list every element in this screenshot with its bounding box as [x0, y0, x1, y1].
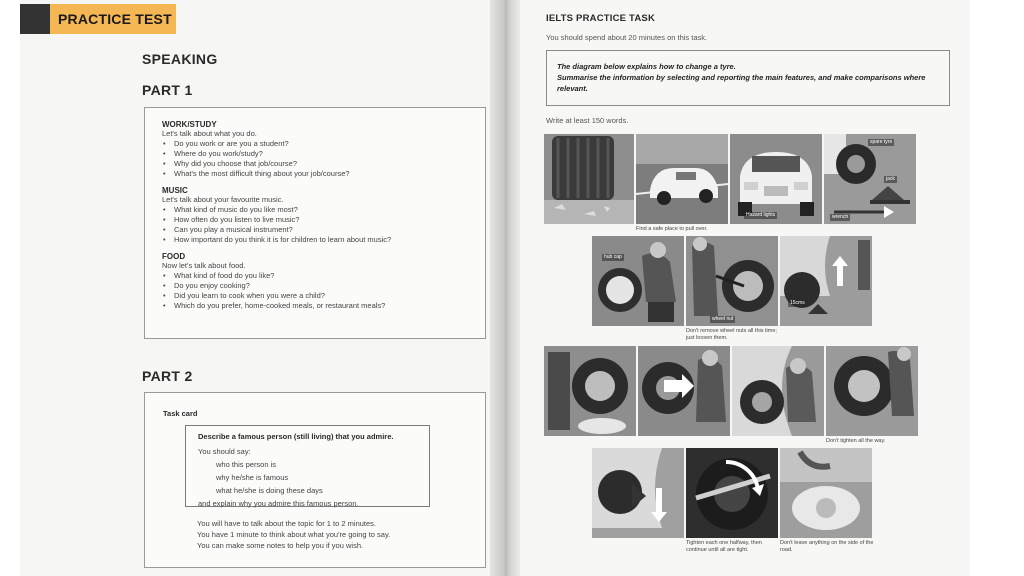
- task-card-should-say: You should say:: [198, 447, 251, 456]
- task-prompt-box: [546, 50, 950, 106]
- question-list-music: [162, 205, 485, 245]
- label-hub-cap: hub cap: [604, 254, 622, 260]
- photo-car-pulled-over: [636, 134, 728, 224]
- label-hazard-lights: Hazard lights: [746, 212, 776, 218]
- question-list-food: [162, 271, 485, 311]
- question-item: • Can you play a musical instrument?: [162, 225, 485, 235]
- part2-box: [144, 392, 486, 568]
- part2-heading: PART 2: [142, 368, 193, 384]
- task-card-closing: and explain why you admire this famous person.: [198, 499, 359, 508]
- practice-test-tab: [20, 4, 176, 34]
- task-card-point: who this person is: [216, 460, 277, 469]
- photo-remove-nuts: [544, 346, 636, 436]
- photo-pack-up: [780, 448, 872, 538]
- label-wrench: wrench: [832, 214, 849, 220]
- question-item: • Why did you choose that job/course?: [162, 159, 485, 169]
- photo-remove-wheel: [638, 346, 730, 436]
- question-item: • Which do you prefer, home-cooked meals, or restaurant meals?: [162, 301, 485, 311]
- book-gutter: [490, 0, 520, 576]
- section-head-food: FOOD: [162, 252, 186, 261]
- photo-hazard-lights: [730, 134, 822, 224]
- caption-dont-tighten: Don't tighten all the way.: [826, 438, 886, 444]
- task-card-label: Task card: [163, 409, 198, 418]
- section-intro-food: Now let's talk about food.: [162, 261, 246, 270]
- section-head-music: MUSIC: [162, 186, 188, 195]
- word-count-instruction: Write at least 150 words.: [546, 116, 629, 125]
- task-prompt-line: Summarise the information by selecting and reporting the main features, and make comparisons where relevant.: [557, 73, 926, 93]
- note-line: You can make some notes to help you if you wish.: [197, 541, 364, 550]
- time-instruction: You should spend about 20 minutes on this task.: [546, 33, 708, 42]
- photo-replace-nuts: [826, 346, 918, 436]
- task-card-point: why he/she is famous: [216, 473, 289, 482]
- label-spare-tyre: spare tyre: [870, 139, 893, 145]
- photo-spare-tyre-jack: [824, 134, 916, 224]
- task-card-title: Describe a famous person (still living) that you admire.: [198, 432, 394, 441]
- question-list-work: [162, 139, 485, 179]
- book-spread: [20, 0, 970, 576]
- question-item: • Did you learn to cook when you were a child?: [162, 291, 485, 301]
- question-item: • What kind of music do you like most?: [162, 205, 485, 215]
- caption-dont-leave: Don't leave anything on the side of the road.: [780, 540, 874, 553]
- ielts-task-title: IELTS PRACTICE TASK: [546, 13, 656, 24]
- section-head-work: WORK/STUDY: [162, 120, 217, 129]
- photo-flat-tyre: [544, 134, 634, 224]
- part2-notes: [197, 518, 390, 551]
- photo-raise-car: [780, 236, 872, 326]
- label-wheel-nut: wheel nut: [712, 316, 734, 322]
- caption-safe-place: Find a safe place to pull over.: [636, 226, 708, 232]
- caption-dont-remove: Don't remove wheel nuts all this time; just loosen them.: [686, 328, 777, 341]
- right-page: [520, 0, 970, 576]
- photo-hub-cap: [592, 236, 684, 326]
- section-intro-music: Let's talk about your favourite music.: [162, 195, 284, 204]
- part1-box: [144, 107, 486, 339]
- photo-wheel-nut: [686, 236, 778, 326]
- question-item: • What's the most difficult thing about your job/course?: [162, 169, 485, 179]
- question-item: • Where do you work/study?: [162, 149, 485, 159]
- part1-heading: PART 1: [142, 82, 193, 98]
- left-page: [20, 0, 490, 576]
- task-prompt-line: The diagram below explains how to change a tyre.: [557, 62, 736, 71]
- section-intro-work: Let's talk about what you do.: [162, 129, 257, 138]
- label-distance: 15cms: [790, 300, 805, 306]
- tab-dark-block: [20, 4, 50, 34]
- question-item: • How often do you listen to live music?: [162, 215, 485, 225]
- question-item: • Do you enjoy cooking?: [162, 281, 485, 291]
- question-item: • What kind of food do you like?: [162, 271, 485, 281]
- photo-tighten-nuts: [686, 448, 778, 538]
- task-card-point: what he/she is doing these days: [216, 486, 323, 495]
- photo-fit-spare: [732, 346, 824, 436]
- task-card: [185, 425, 430, 507]
- practice-test-label: PRACTICE TEST: [50, 4, 176, 34]
- speaking-heading: SPEAKING: [142, 51, 218, 67]
- photo-lower-car: [592, 448, 684, 538]
- caption-tighten-each: Tighten each one halfway, then continue until all are tight.: [686, 540, 762, 553]
- note-line: You will have to talk about the topic for 1 to 2 minutes.: [197, 519, 376, 528]
- label-jack: jack: [886, 176, 895, 182]
- question-item: • Do you work or are you a student?: [162, 139, 485, 149]
- question-item: • How important do you think it is for children to learn about music?: [162, 235, 485, 245]
- note-line: You have 1 minute to think about what you're going to say.: [197, 530, 391, 539]
